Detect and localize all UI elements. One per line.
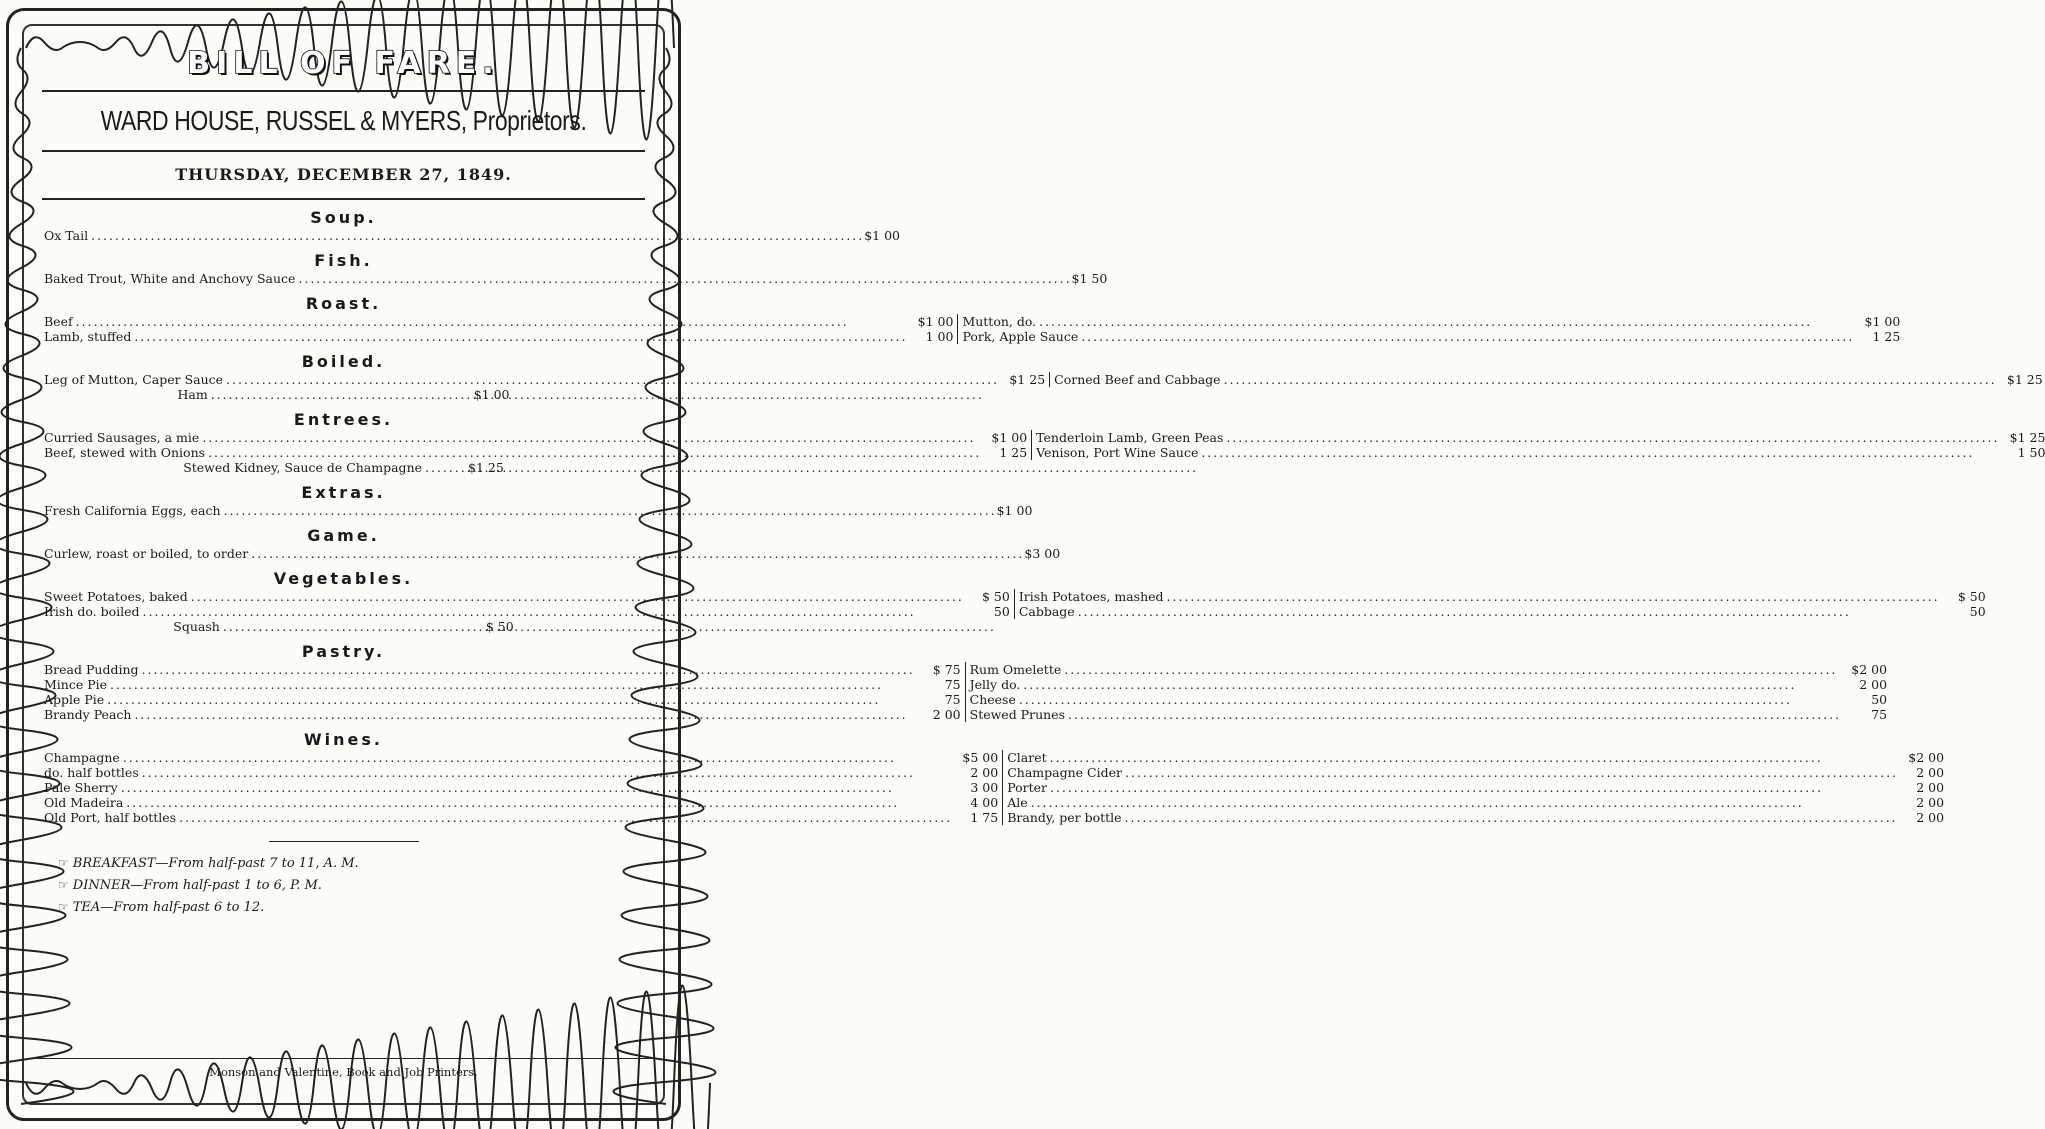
meal-time-text: TEA—From half-past 6 to 12.	[72, 900, 265, 915]
item-price: 2 00	[932, 707, 961, 722]
bill-of-fare-title: BILL OF FARE.	[187, 46, 500, 81]
item-price: $1 00	[996, 503, 1033, 518]
menu-item	[44, 750, 998, 765]
item-name: do. half bottles	[44, 765, 139, 780]
meal-time-tea	[58, 896, 651, 918]
item-price: $ 50	[485, 619, 514, 634]
menu-item	[1007, 795, 1944, 810]
item-name: Ale	[1007, 795, 1028, 810]
menu-item	[44, 692, 961, 707]
item-name: Pork, Apple Sauce	[962, 329, 1079, 344]
menu-item	[44, 677, 961, 692]
proprietors-line: WARD HOUSE, RUSSEL & MYERS, Proprietors.	[100, 105, 587, 136]
item-price: $2 00	[1851, 662, 1888, 677]
item-name: Stewed Kidney, Sauce de Champagne	[183, 460, 423, 475]
item-price: $1 25	[2006, 372, 2043, 387]
item-name: Fresh California Eggs, each	[44, 503, 221, 518]
proprietors-rule	[42, 150, 645, 152]
menu-date: THURSDAY, DECEMBER 27, 1849.	[175, 165, 512, 184]
menu-item	[44, 430, 1027, 445]
item-name: Brandy Peach	[44, 707, 132, 722]
item-price: 75	[1871, 707, 1888, 722]
item-price: $1 00	[917, 314, 954, 329]
menu-item	[44, 314, 953, 329]
item-name: Bread Pudding	[44, 662, 139, 677]
menu-item	[36, 228, 900, 243]
item-name: Pale Sherry	[44, 780, 118, 795]
menu-item	[44, 795, 998, 810]
menu-item	[36, 387, 651, 402]
item-price: $1 00	[473, 387, 510, 402]
boiled-columns	[36, 372, 2043, 387]
meal-time-dinner	[58, 874, 651, 896]
section-entrees-title: Entrees.	[293, 410, 394, 429]
roast-columns	[36, 314, 1901, 344]
menu-item	[36, 271, 1108, 286]
menu-item	[44, 604, 1010, 619]
meal-time-breakfast	[58, 852, 651, 874]
item-name: Mutton, do.	[962, 314, 1037, 329]
section-boiled-title: Boiled.	[301, 352, 386, 371]
menu-item	[36, 619, 651, 634]
item-price: 1 00	[925, 329, 954, 344]
menu-page	[36, 36, 2045, 918]
item-name: Rum Omelette	[969, 662, 1062, 677]
item-price: 2 00	[970, 765, 999, 780]
item-price: 75	[944, 692, 961, 707]
item-price: $1 25	[1009, 372, 1046, 387]
item-price: $ 50	[981, 589, 1010, 604]
item-price: 50	[1969, 604, 1986, 619]
ornamental-divider	[269, 841, 419, 842]
item-name: Ox Tail	[44, 228, 89, 243]
item-price: 2 00	[1859, 677, 1888, 692]
item-price: 3 00	[970, 780, 999, 795]
printer-credit: Monson and Valentine, Book and Job Printers.	[36, 1058, 651, 1079]
item-name: Jelly do.	[969, 677, 1021, 692]
menu-item	[44, 445, 1027, 460]
entrees-columns	[36, 430, 2045, 460]
item-price: $1 00	[991, 430, 1028, 445]
menu-item	[1054, 372, 2043, 387]
item-name: Irish Potatoes, mashed	[1018, 589, 1164, 604]
menu-item	[44, 780, 998, 795]
menu-item	[1019, 604, 1986, 619]
item-price: 50	[993, 604, 1010, 619]
item-name: Curried Sausages, a mie	[44, 430, 200, 445]
menu-item	[44, 589, 1010, 604]
item-price: 2 00	[1916, 780, 1945, 795]
item-name: Tenderloin Lamb, Green Peas	[1036, 430, 1224, 445]
item-name: Ham	[177, 387, 208, 402]
menu-item	[970, 692, 1887, 707]
menu-item	[1019, 589, 1986, 604]
section-extras-title: Extras.	[301, 483, 386, 502]
item-price: 2 00	[1916, 765, 1945, 780]
item-name: Corned Beef and Cabbage	[1054, 372, 1221, 387]
section-game-title: Game.	[307, 526, 380, 545]
menu-item	[1007, 780, 1944, 795]
item-price: 1 75	[970, 810, 999, 825]
section-vegetables-title: Vegetables.	[273, 569, 414, 588]
menu-item	[44, 810, 998, 825]
item-price: $1 00	[864, 228, 900, 243]
item-name: Brandy, per bottle	[1007, 810, 1122, 825]
item-name: Leg of Mutton, Caper Sauce	[44, 372, 224, 387]
date-rule	[42, 198, 645, 200]
item-price: 4 00	[970, 795, 999, 810]
section-wines-title: Wines.	[304, 730, 383, 749]
menu-item	[1007, 750, 1944, 765]
item-price: $1 25	[2009, 430, 2045, 445]
item-price: 1 25	[999, 445, 1028, 460]
item-name: Claret	[1007, 750, 1047, 765]
item-name: Sweet Potatoes, baked	[44, 589, 188, 604]
item-name: Champagne	[44, 750, 120, 765]
item-price: 75	[944, 677, 961, 692]
menu-item	[44, 765, 998, 780]
item-name: Cheese	[969, 692, 1016, 707]
item-name: Curlew, roast or boiled, to order	[44, 546, 249, 561]
item-name: Apple Pie	[44, 692, 105, 707]
item-price: $ 75	[932, 662, 961, 677]
vegetables-columns	[36, 589, 1986, 619]
item-price: $3 00	[1024, 546, 1061, 561]
item-name: Champagne Cider	[1007, 765, 1122, 780]
item-price: $2 00	[1908, 750, 1945, 765]
section-roast-title: Roast.	[305, 294, 382, 313]
menu-item	[1036, 445, 2045, 460]
item-price: $5 00	[962, 750, 999, 765]
section-soup-title: Soup.	[310, 208, 377, 227]
menu-item	[1007, 810, 1944, 825]
item-name: Squash	[173, 619, 220, 634]
item-name: Venison, Port Wine Sauce	[1036, 445, 1199, 460]
section-fish-title: Fish.	[314, 251, 373, 270]
menu-item	[44, 372, 1045, 387]
menu-item	[36, 460, 651, 475]
meal-time-text: DINNER—From half-past 1 to 6, P. M.	[72, 878, 322, 893]
menu-item	[1036, 430, 2045, 445]
menu-item	[962, 329, 1900, 344]
item-name: Cabbage	[1018, 604, 1075, 619]
item-name: Beef	[44, 314, 73, 329]
menu-item	[970, 677, 1887, 692]
menu-item	[962, 314, 1900, 329]
item-price: 2 00	[1916, 810, 1945, 825]
menu-item	[36, 546, 1061, 561]
item-name: Baked Trout, White and Anchovy Sauce	[44, 271, 296, 286]
item-name: Lamb, stuffed	[44, 329, 132, 344]
item-name: Old Madeira	[44, 795, 124, 810]
menu-item	[36, 503, 1033, 518]
item-price: $ 50	[1957, 589, 1986, 604]
menu-item	[970, 707, 1887, 722]
item-price: 50	[1871, 692, 1888, 707]
item-name: Porter	[1007, 780, 1048, 795]
item-name: Stewed Prunes	[969, 707, 1065, 722]
item-price: 1 50	[2017, 445, 2045, 460]
item-price: $1 25	[468, 460, 504, 475]
item-name: Beef, stewed with Onions	[44, 445, 206, 460]
menu-item	[44, 329, 953, 344]
menu-item	[44, 662, 961, 677]
pointing-hand-icon: ☞	[58, 856, 69, 870]
section-pastry-title: Pastry.	[301, 642, 386, 661]
title-rule	[42, 90, 645, 92]
item-name: Irish do. boiled	[44, 604, 140, 619]
pastry-columns	[36, 662, 1888, 722]
item-price: 2 00	[1916, 795, 1945, 810]
pointing-hand-icon: ☞	[58, 900, 69, 914]
menu-item	[44, 707, 961, 722]
item-price: $1 00	[1864, 314, 1901, 329]
item-name: Old Port, half bottles	[44, 810, 177, 825]
menu-item	[1007, 765, 1944, 780]
item-price: $1 50	[1071, 271, 1108, 286]
meal-time-text: BREAKFAST—From half-past 7 to 11, A. M.	[72, 856, 359, 871]
item-price: 1 25	[1872, 329, 1901, 344]
wines-columns	[36, 750, 1945, 825]
menu-item	[970, 662, 1887, 677]
pointing-hand-icon: ☞	[58, 878, 69, 892]
item-name: Mince Pie	[44, 677, 108, 692]
